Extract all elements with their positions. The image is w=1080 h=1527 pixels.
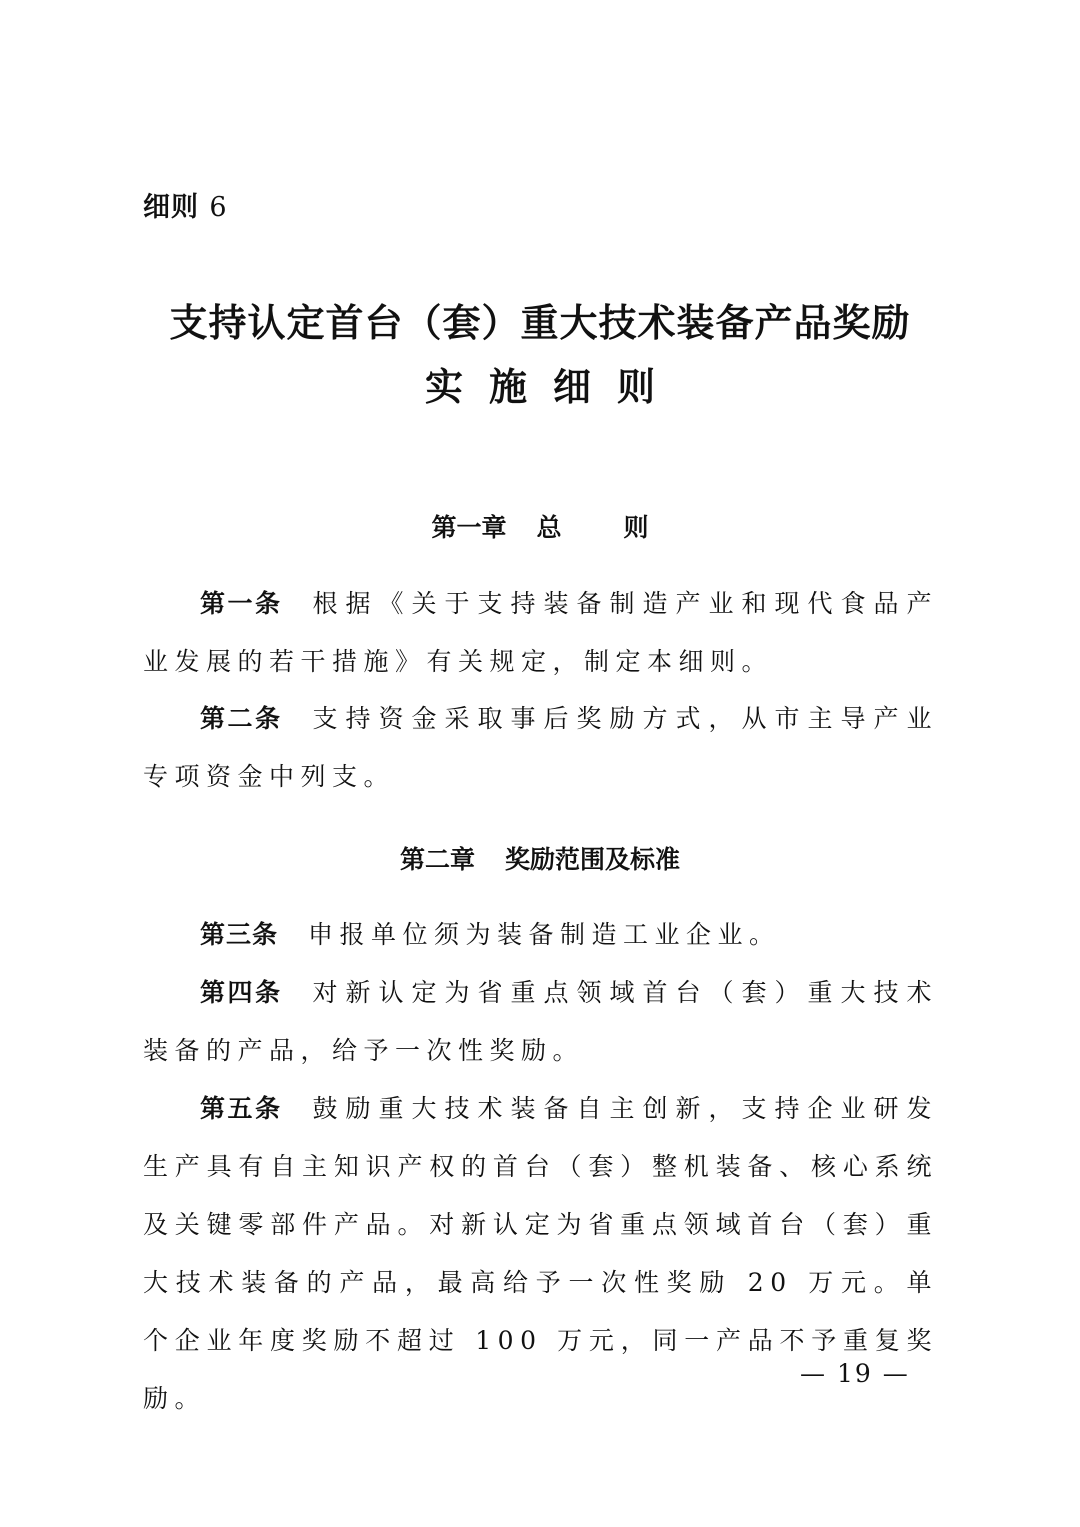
article-5-label: 第五条: [200, 1094, 283, 1123]
article-3-label: 第三条: [200, 920, 279, 949]
article-4-label: 第四条: [200, 978, 283, 1007]
document-title-line-1: 支持认定首台（套）重大技术装备产品奖励: [169, 300, 911, 345]
article-1: [143, 575, 938, 691]
chapter-1-name-part-2: 则: [623, 513, 649, 542]
article-1-text: 根据《关于支持装备制造产业和现代食品产业发展的若干措施》有关规定，制定本细则。: [143, 589, 938, 676]
chapter-heading-2: [0, 840, 1080, 876]
chapter-1-label: 第一章: [431, 513, 507, 542]
article-2-label: 第二条: [200, 704, 283, 733]
article-2: [143, 690, 938, 806]
article-3: [143, 906, 938, 964]
document-title-line-2: 实施细则: [424, 364, 681, 409]
document-label: [143, 185, 228, 224]
article-5-text: 鼓励重大技术装备自主创新，支持企业研发生产具有自主知识产权的首台（套）整机装备、核心系统及关键零部件产品。对新认定为省重点领域首台（套）重大技术装备的产品，最高给予一次性奖励 20 万元。单个企业年度奖励不超过 100 万元，同一产品不予重复奖励。: [143, 1094, 938, 1413]
article-1-label: 第一条: [200, 589, 283, 618]
page-number: — 19 —: [800, 1359, 910, 1388]
document-label-prefix: 细则: [143, 192, 199, 223]
document-label-number: 6: [209, 192, 228, 223]
article-4: [143, 964, 938, 1080]
chapter-2-label: 第二章: [399, 845, 475, 874]
chapter-2-name: 奖励范围及标准: [505, 845, 681, 874]
article-4-text: 对新认定为省重点领域首台（套）重大技术装备的产品，给予一次性奖励。: [143, 978, 938, 1065]
article-2-text: 支持资金采取事后奖励方式，从市主导产业专项资金中列支。: [143, 704, 938, 791]
chapter-1-name-part-1: 总: [536, 513, 562, 542]
article-3-text: 申报单位须为装备制造工业企业。: [308, 920, 781, 949]
chapter-heading-1: [0, 508, 1080, 544]
